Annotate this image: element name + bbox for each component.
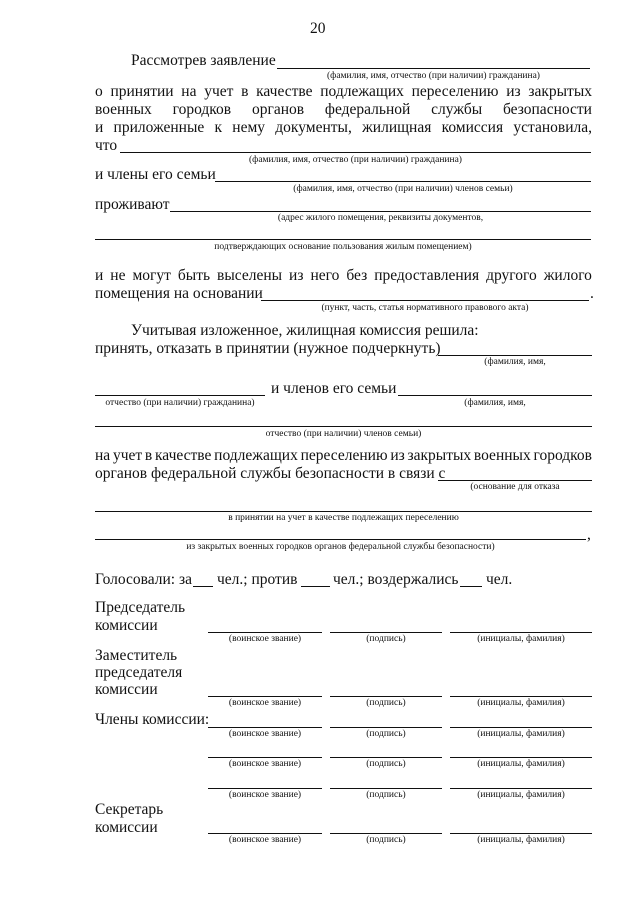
accept-reject-line: принять, отказать в принятии (нужное подчеркнуть) [95,340,441,357]
rank-hint: (воинское звание) [228,729,302,739]
word: другого [486,267,537,284]
word: переселению [300,447,388,464]
word: нему [232,119,266,136]
reason-field[interactable] [438,480,592,481]
family-patronymic-field[interactable] [95,426,592,427]
address-field-2[interactable] [95,239,591,240]
signature-field[interactable] [330,833,442,834]
initials-field[interactable] [450,727,592,728]
word: документы, [275,119,352,136]
initials-field[interactable] [450,788,592,789]
initials-field[interactable] [450,757,592,758]
signature-field[interactable] [330,788,442,789]
word: комиссия [441,119,504,136]
signature-field[interactable] [330,696,442,697]
word: учет [204,83,234,100]
word: на [95,447,111,464]
basis-label: помещения на основании [95,285,263,302]
initials-field[interactable] [450,632,592,633]
word: военных [95,101,152,118]
decision-name-hint: (фамилия, имя, [484,357,546,367]
word: о [95,83,103,100]
family-name-hint: (фамилия, имя, [464,398,526,408]
reason-field-3[interactable] [95,539,586,540]
word: него [310,267,340,284]
deputy-label: председателя [95,664,183,681]
reason-field-2[interactable] [95,511,592,512]
word: быть [177,267,211,284]
word: в [144,447,153,464]
text-line [95,267,592,285]
word: приложенные [113,119,205,136]
deputy-label: Заместитель [95,647,178,664]
word: из [289,267,304,284]
text-line [95,83,592,101]
rank-hint: (воинское звание) [228,634,302,644]
basis-hint: (пункт, часть, статья нормативного правового акта) [321,303,529,313]
word: безопасности [502,101,592,118]
word: из [390,447,405,464]
rank-hint: (воинское звание) [228,835,302,845]
word: выселены [217,267,283,284]
word: из [506,83,521,100]
rank-field[interactable] [208,632,322,633]
word: городков [533,447,592,464]
deputy-label: комиссии [95,681,158,698]
applicant-name-field[interactable] [277,68,590,69]
word: установила, [513,119,592,136]
reason-hint: (основание для отказа [470,482,560,492]
rank-field[interactable] [208,727,322,728]
word: на [181,83,197,100]
word: могут [132,267,171,284]
secretary-label: комиссии [95,819,158,836]
votes-for-field[interactable] [193,586,213,587]
word: закрытых [407,447,472,464]
word: закрытых [528,83,592,100]
citizen-name-hint: (фамилия, имя, отчество (при наличии) гражданина) [249,155,462,165]
rank-field[interactable] [208,833,322,834]
initials-hint: (инициалы, фамилия) [477,729,565,739]
family-label: и члены его семьи [95,166,216,183]
rank-field[interactable] [208,696,322,697]
signature-hint: (подпись) [366,634,406,644]
rank-field[interactable] [208,788,322,789]
address-field[interactable] [170,211,591,212]
signature-hint: (подпись) [366,835,406,845]
that-label: что [95,137,118,154]
citizen-name-field[interactable] [120,152,591,153]
initials-hint: (инициалы, фамилия) [477,759,565,769]
word: подлежащих [320,83,404,100]
rank-hint: (воинское звание) [228,790,302,800]
word: органов [251,101,305,118]
rank-hint: (воинское звание) [228,698,302,708]
reason-hint-3: из закрытых военных городков органов федеральной службы безопасности) [186,542,495,552]
initials-field[interactable] [450,696,592,697]
signature-hint: (подпись) [366,759,406,769]
initials-field[interactable] [450,833,592,834]
initials-hint: (инициалы, фамилия) [477,698,565,708]
signature-hint: (подпись) [366,698,406,708]
reason-hint-2: в принятии на учет в качестве подлежащих переселению [228,513,459,523]
signature-hint: (подпись) [366,729,406,739]
word: принятии [110,83,174,100]
vote-against-label: чел.; против [217,571,298,588]
votes-against-field[interactable] [301,586,330,587]
family-patronymic-hint: отчество (при наличии) членов семьи) [265,429,422,439]
text-line [95,101,592,119]
word: не [110,267,126,284]
votes-abstain-field[interactable] [460,586,482,587]
word: жилого [543,267,592,284]
applicant-name-hint: (фамилия, имя, отчество (при наличии) гражданина) [327,71,540,81]
word: к [214,119,223,136]
considering-label: Рассмотрев заявление [131,52,276,69]
signature-hint: (подпись) [366,790,406,800]
initials-hint: (инициалы, фамилия) [477,634,565,644]
word: службы [431,101,483,118]
word: и [95,119,104,136]
reason-label: органов федеральной службы безопасности в связи с [95,465,446,482]
word: качестве [155,447,212,464]
family-names-hint: (фамилия, имя, отчество (при наличии) членов семьи) [293,184,513,194]
chairman-label: Председатель [95,599,186,616]
vote-people-label: чел. [486,571,513,588]
reside-label: проживают [95,196,170,213]
signature-field[interactable] [330,727,442,728]
word: качестве [256,83,313,100]
word: федеральной [324,101,411,118]
secretary-label: Секретарь [95,801,164,818]
vote-abstain-label: чел.; воздержались [333,571,459,588]
and-family-label: и членов его семьи [271,380,397,397]
comma: , [587,526,591,543]
address-hint: (адрес жилого помещения, реквизиты документов, [277,213,484,223]
rank-hint: (воинское звание) [228,759,302,769]
signature-field[interactable] [330,757,442,758]
family-decision-field[interactable] [398,395,592,396]
vote-label: Голосовали: за [95,571,192,588]
word: городков [172,101,232,118]
patronymic-hint: отчество (при наличии) гражданина) [105,398,255,408]
word: подлежащих [214,447,298,464]
patronymic-field[interactable] [95,395,265,396]
word: учет [112,447,143,464]
word: переселению [411,83,499,100]
basis-field[interactable] [261,300,589,301]
word: и [95,267,104,284]
initials-hint: (инициалы, фамилия) [477,835,565,845]
chairman-label: комиссии [95,617,158,634]
word: без [346,267,368,284]
decision-line: Учитывая изложенное, жилищная комиссия решила: [131,322,479,339]
signature-field[interactable] [330,632,442,633]
decision-name-field[interactable] [438,355,592,356]
text-line [95,119,592,137]
text-line [95,447,592,465]
rank-field[interactable] [208,757,322,758]
family-names-field[interactable] [215,181,591,182]
period: . [590,285,594,302]
page-number: 20 [310,20,326,37]
word: военных [473,447,531,464]
members-label: Члены комиссии: [95,711,210,728]
initials-hint: (инициалы, фамилия) [477,790,565,800]
word: жилищная [362,119,432,136]
word: предоставления [374,267,480,284]
word: в [241,83,249,100]
address-hint-2: подтверждающих основание пользования жилым помещением) [214,242,472,252]
